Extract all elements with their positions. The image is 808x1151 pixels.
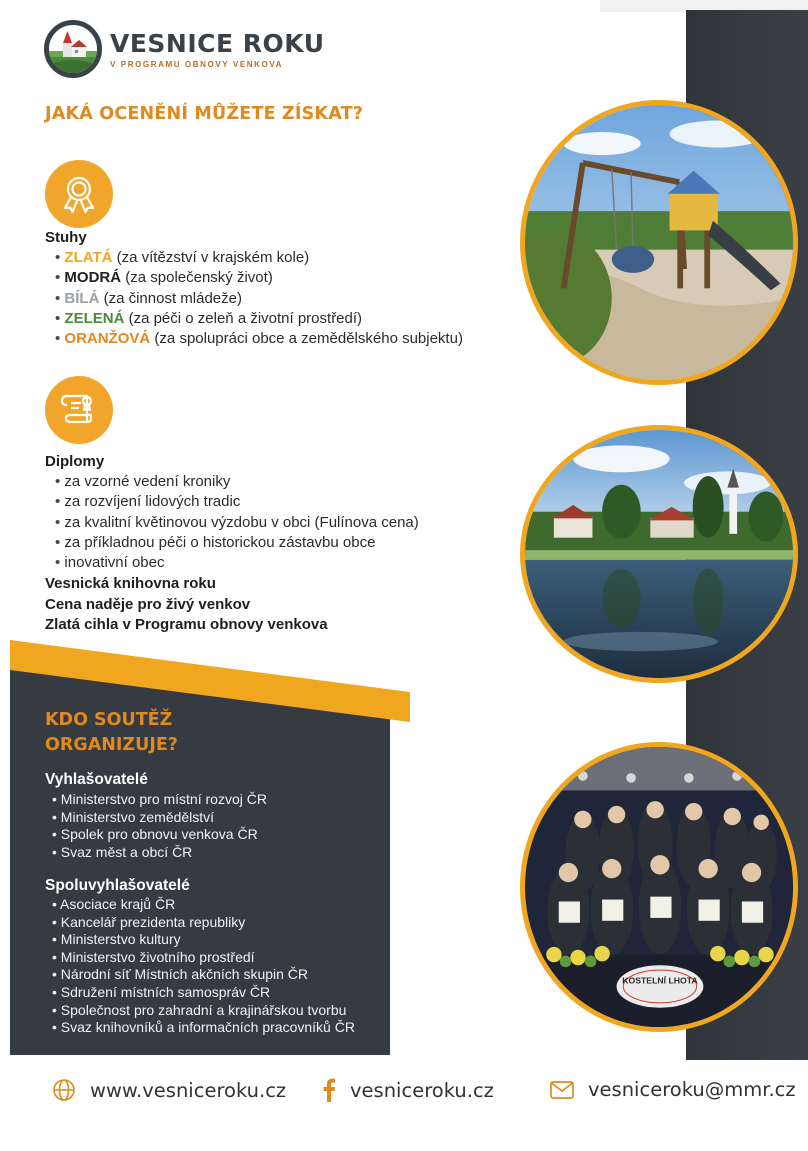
list-item: • Národní síť Místních akčních skupin ČR xyxy=(52,966,355,984)
co-announcers-list xyxy=(52,896,355,1037)
footer xyxy=(0,1060,808,1151)
footer-web[interactable] xyxy=(52,1078,286,1102)
list-item: • Společnost pro zahradní a krajinářskou tvorbu xyxy=(52,1002,355,1020)
village-emblem-icon xyxy=(44,20,102,78)
envelope-icon xyxy=(550,1081,574,1099)
brand-title: VESNICE ROKU xyxy=(110,28,325,58)
ceremony-banner-text: KOSTELNÍ LHOTA xyxy=(622,975,698,986)
co-announcers-title: Spoluvyhlašovatelé xyxy=(45,877,190,894)
list-item: • ORANŽOVÁ (za spolupráci obce a zemědělského subjektu) xyxy=(55,329,463,349)
awards-heading: JAKÁ OCENĚNÍ MŮŽETE ZÍSKAT? xyxy=(45,104,364,124)
awards-ceremony-photo xyxy=(520,742,798,1032)
list-item: • za vzorné vedení kroniky xyxy=(55,472,419,492)
list-item: • Svaz měst a obcí ČR xyxy=(52,844,267,862)
list-item: • MODRÁ (za společenský život) xyxy=(55,268,463,288)
email-link[interactable]: vesniceroku@mmr.cz xyxy=(588,1078,796,1101)
list-item: • Spolek pro obnovu venkova ČR xyxy=(52,826,267,844)
playground-photo xyxy=(520,100,798,385)
globe-icon xyxy=(52,1078,76,1102)
list-item: • Svaz knihovníků a informačních pracovníků ČR xyxy=(52,1019,355,1037)
diplomas-list xyxy=(55,472,419,573)
list-item: • Ministerstvo kultury xyxy=(52,931,355,949)
ribbons-title: Stuhy xyxy=(45,229,87,246)
list-item: • ZLATÁ (za vítězství v krajském kole) xyxy=(55,248,463,268)
list-item: • za příkladnou péči o historickou zástavbu obce xyxy=(55,533,419,553)
facebook-icon xyxy=(322,1078,336,1102)
ribbon-award-icon xyxy=(45,160,113,228)
facebook-link[interactable]: vesniceroku.cz xyxy=(350,1078,494,1102)
diploma-scroll-icon xyxy=(45,376,113,444)
list-item: • Ministerstvo pro místní rozvoj ČR xyxy=(52,791,267,809)
special-award-golden-brick: Zlatá cihla v Programu obnovy venkova xyxy=(45,616,328,633)
list-item: • za rozvíjení lidových tradic xyxy=(55,492,419,512)
announcers-title: Vyhlašovatelé xyxy=(45,771,148,788)
footer-email[interactable] xyxy=(550,1078,796,1101)
list-item: • Ministerstvo životního prostředí xyxy=(52,949,355,967)
announcers-list xyxy=(52,791,267,861)
footer-facebook[interactable] xyxy=(322,1078,494,1102)
list-item: • Kancelář prezidenta republiky xyxy=(52,914,355,932)
village-lake-photo xyxy=(520,425,798,683)
diplomas-title: Diplomy xyxy=(45,453,105,470)
brand-logo xyxy=(44,20,325,78)
list-item: • inovativní obec xyxy=(55,553,419,573)
brand-subtitle: V PROGRAMU OBNOVY VENKOVA xyxy=(110,59,284,69)
list-item: • za kvalitní květinovou výzdobu v obci (Fulínova cena) xyxy=(55,513,419,533)
special-award-library: Vesnická knihovna roku xyxy=(45,575,216,592)
special-awards xyxy=(45,574,328,636)
organizers-heading: KDO SOUTĚŽ ORGANIZUJE? xyxy=(45,710,178,755)
list-item: • ZELENÁ (za péči o zeleň a životní prostředí) xyxy=(55,309,463,329)
special-award-hope: Cena naděje pro živý venkov xyxy=(45,595,251,613)
list-item: • Ministerstvo zemědělství xyxy=(52,809,267,827)
website-link[interactable]: www.vesniceroku.cz xyxy=(90,1078,287,1102)
list-item: • BÍLÁ (za činnost mládeže) xyxy=(55,289,463,309)
list-item: • Sdružení místních samospráv ČR xyxy=(52,984,355,1002)
ribbons-list xyxy=(55,248,463,349)
list-item: • Asociace krajů ČR xyxy=(52,896,355,914)
